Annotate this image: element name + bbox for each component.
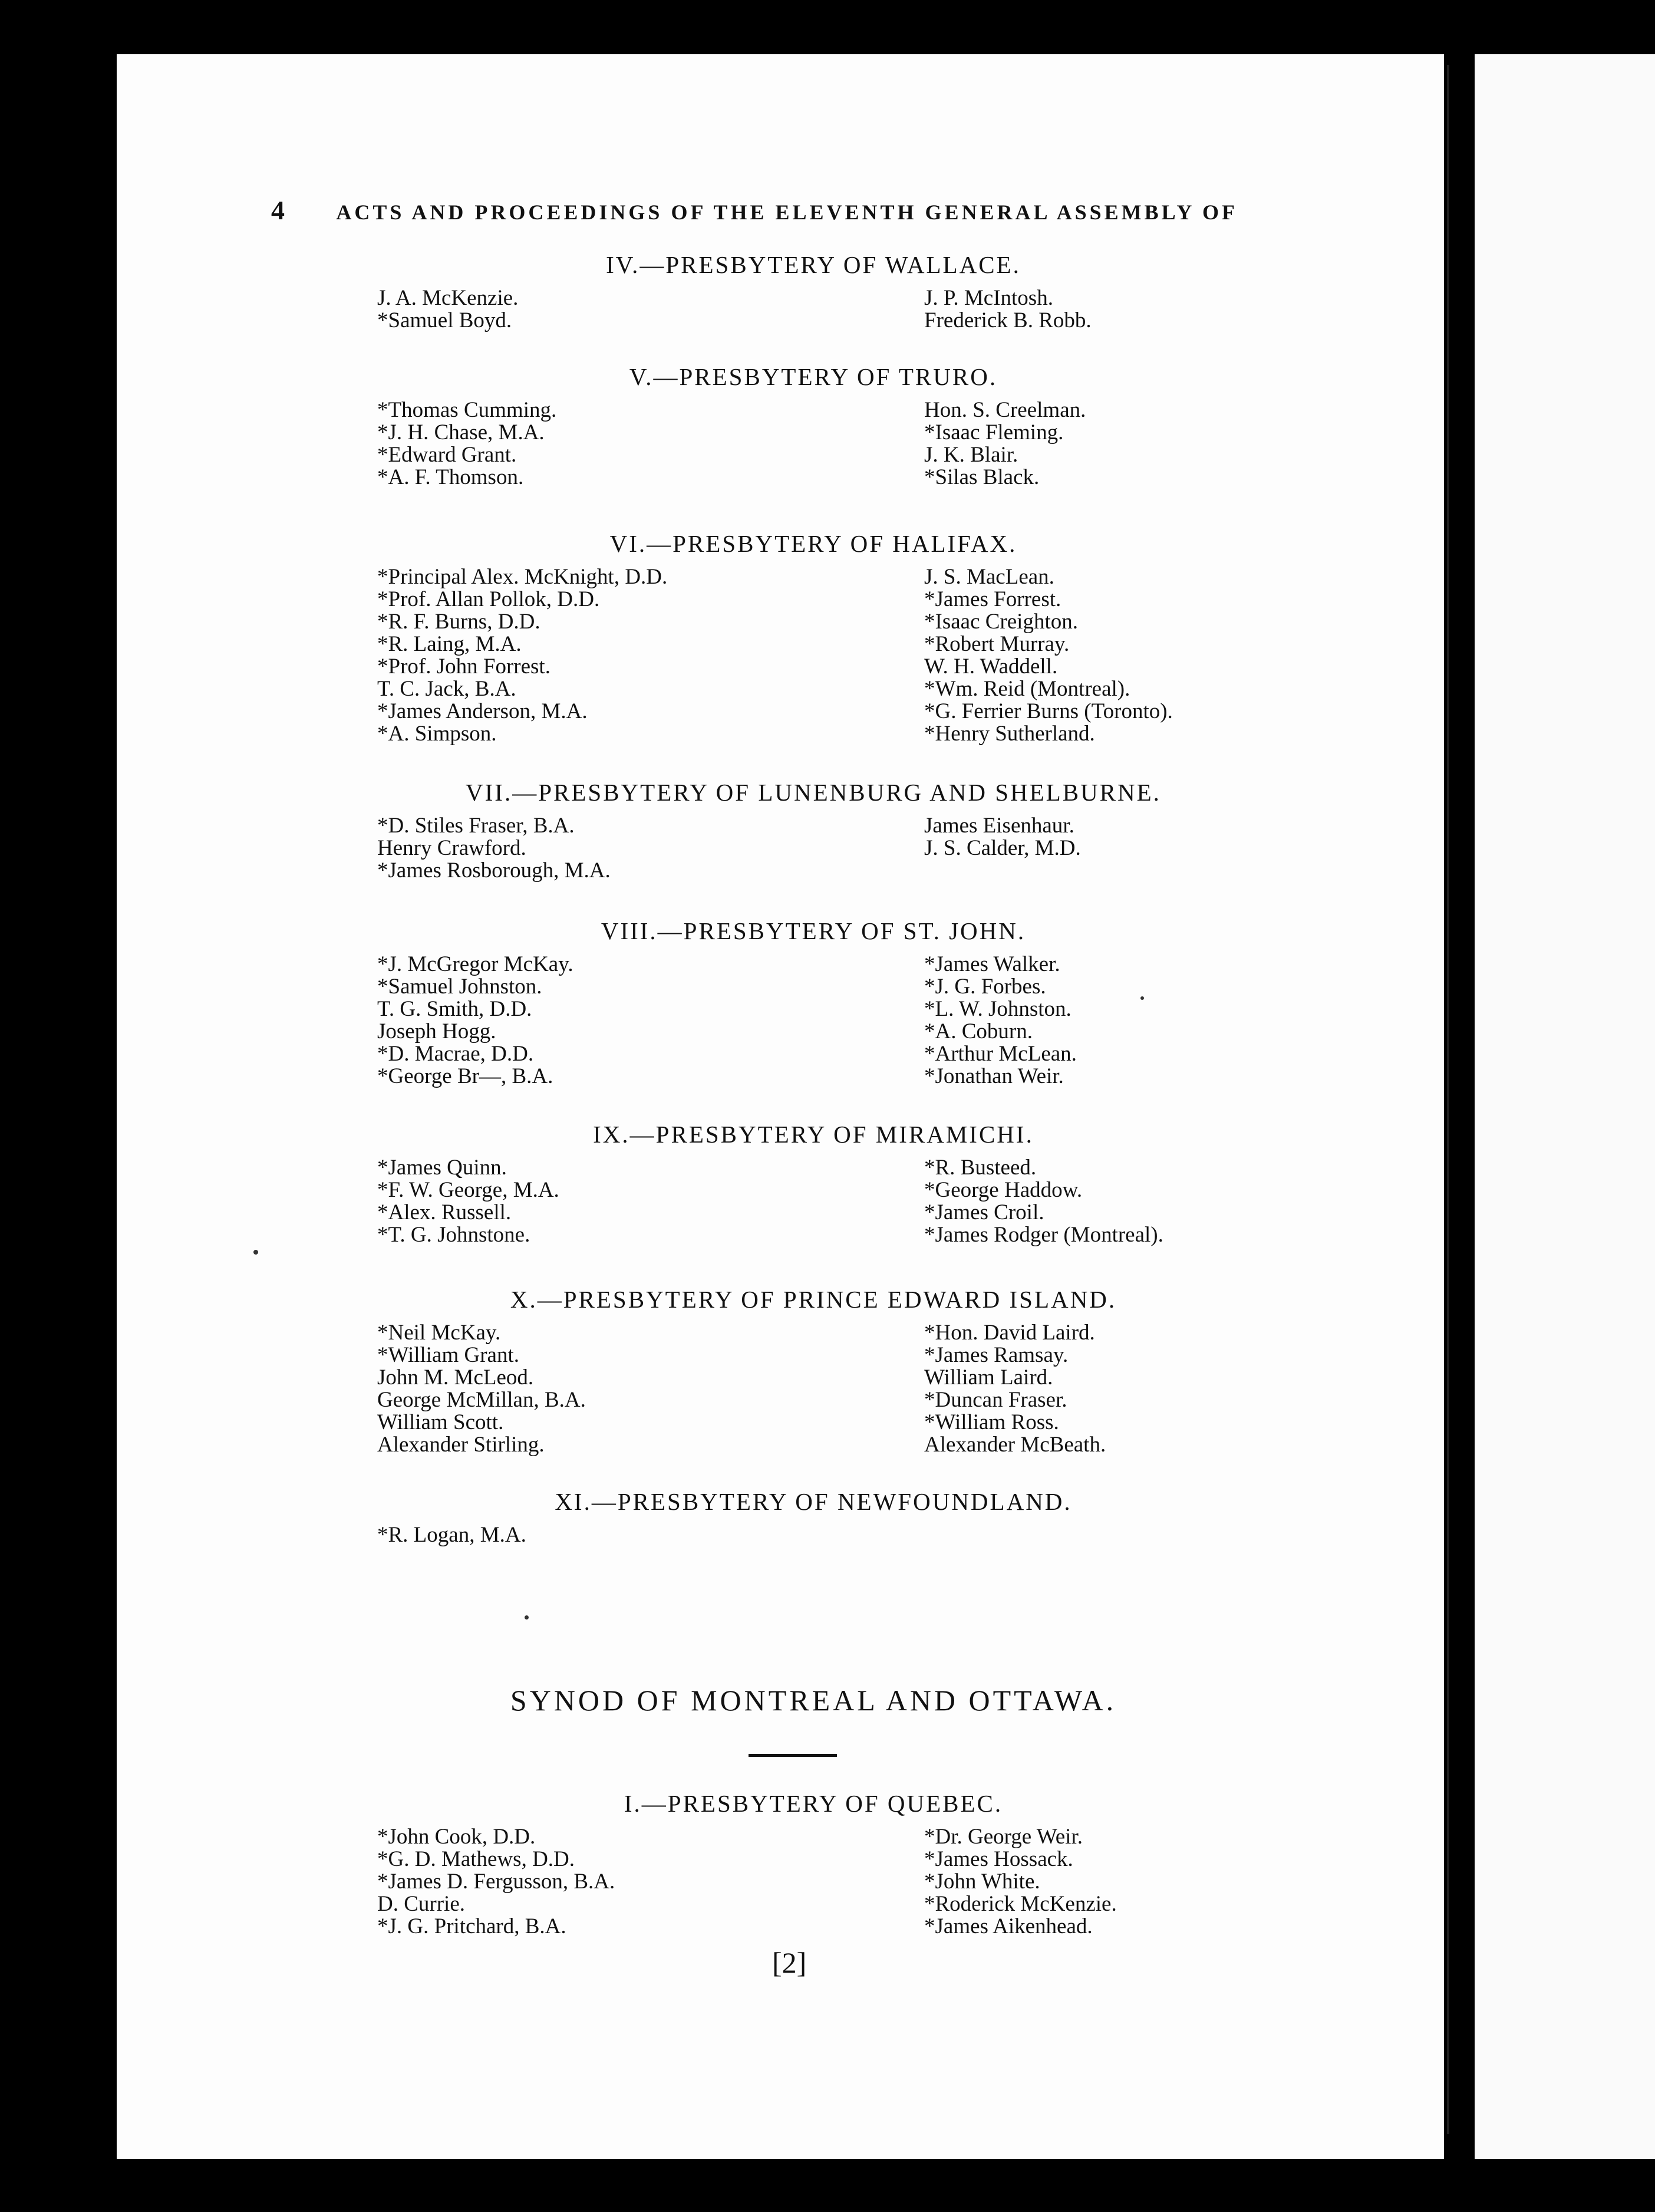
member-name: *Roderick McKenzie. [924,1892,1117,1916]
member-list-left [377,1157,790,1246]
member-columns [377,953,1250,1088]
member-name: J. S. Calder, M.D. [924,836,1081,860]
member-name: *James Forrest. [924,587,1061,611]
member-name: *F. W. George, M.A. [377,1178,559,1202]
page-number: 4 [271,195,285,225]
member-name: *Thomas Cumming. [377,398,557,422]
member-name: T. C. Jack, B.A. [377,677,516,701]
member-name: *John Cook, D.D. [377,1825,536,1849]
member-name: *Arthur McLean. [924,1042,1077,1066]
presbytery-section [377,1120,1250,1246]
member-columns [377,399,1250,489]
presbytery-section [377,778,1250,882]
member-name: *Prof. Allan Pollok, D.D. [377,587,600,611]
member-columns [377,1157,1250,1246]
scan-speck [1140,996,1144,1000]
scan-speck [525,1615,529,1620]
member-name: William Scott. [377,1410,504,1434]
member-name: *Isaac Fleming. [924,420,1064,445]
running-head [271,195,1238,226]
member-name: *T. G. Johnstone. [377,1223,530,1247]
presbytery-title: VIII.—PRESBYTERY OF ST. JOHN. [601,917,1026,944]
member-name: *James Anderson, M.A. [377,699,588,723]
member-list-right [794,1322,1337,1456]
page-edge-line [1447,65,1449,2134]
member-name: *J. G. Forbes. [924,975,1046,999]
member-name: *Edward Grant. [377,443,517,467]
member-name: *J. H. Chase, M.A. [377,420,545,445]
folio-signature: [2] [772,1946,807,1979]
member-name: T. G. Smith, D.D. [377,997,532,1021]
presbytery-section [377,363,1250,489]
member-name: *James Rodger (Montreal). [924,1223,1163,1247]
member-name: *A. F. Thomson. [377,465,524,489]
member-list-right [794,1157,1337,1246]
member-name: *D. Stiles Fraser, B.A. [377,814,575,838]
presbytery-section [377,1285,1250,1456]
member-columns [377,815,1250,882]
member-list-left [377,1826,790,1938]
member-name: *James Croil. [924,1200,1044,1224]
member-name: James Eisenhaur. [924,814,1074,838]
member-name: *Wm. Reid (Montreal). [924,677,1130,701]
presbytery-title: VI.—PRESBYTERY OF HALIFAX. [609,530,1017,557]
member-columns [377,1322,1250,1456]
member-name: *Silas Black. [924,465,1040,489]
member-name: *D. Macrae, D.D. [377,1042,534,1066]
member-name: J. P. McIntosh. [924,286,1053,310]
member-name: *Robert Murray. [924,632,1070,656]
member-name: W. H. Waddell. [924,654,1058,679]
member-list-left [377,566,790,745]
member-name: John M. McLeod. [377,1365,534,1390]
member-list-left [377,1322,790,1456]
member-columns [377,1826,1250,1938]
presbytery-title: IX.—PRESBYTERY OF MIRAMICHI. [593,1121,1034,1148]
member-name: *Alex. Russell. [377,1200,512,1224]
presbytery-title: I.—PRESBYTERY OF QUEBEC. [624,1790,1003,1817]
member-name: *Jonathan Weir. [924,1064,1064,1088]
member-name: *William Grant. [377,1343,520,1367]
scan-speck [253,1250,258,1255]
presbytery-section [377,251,1250,332]
member-name: D. Currie. [377,1892,465,1916]
member-name: *A. Coburn. [924,1019,1033,1044]
member-name: *G. Ferrier Burns (Toronto). [924,699,1173,723]
member-name: *R. Logan, M.A. [377,1523,526,1547]
member-name: *George Br—, B.A. [377,1064,553,1088]
synod-heading: SYNOD OF MONTREAL AND OTTAWA. [510,1684,1117,1717]
member-name: *Isaac Creighton. [924,610,1078,634]
member-name: Alexander McBeath. [924,1433,1106,1457]
member-list-right [794,1524,1337,1546]
member-list-right [794,953,1337,1088]
member-list-left [377,815,790,882]
member-columns [377,566,1250,745]
member-list-left [377,1524,790,1546]
member-name: *James Hossack. [924,1847,1073,1871]
presbytery-section [377,529,1250,745]
running-head-title: ACTS AND PROCEEDINGS OF THE ELEVENTH GENERAL ASSEMBLY OF [336,200,1238,224]
member-name: George McMillan, B.A. [377,1388,586,1412]
member-name: *James Rosborough, M.A. [377,858,611,883]
member-name: Henry Crawford. [377,836,526,860]
member-name: *Samuel Boyd. [377,308,512,333]
member-name: *James D. Fergusson, B.A. [377,1869,615,1894]
member-name: *Duncan Fraser. [924,1388,1067,1412]
member-list-left [377,953,790,1088]
member-name: *Dr. George Weir. [924,1825,1083,1849]
member-name: *George Haddow. [924,1178,1083,1202]
member-name: *J. G. Pritchard, B.A. [377,1914,566,1938]
presbytery-title: VII.—PRESBYTERY OF LUNENBURG AND SHELBURNE. [466,779,1161,806]
member-name: *A. Simpson. [377,722,497,746]
presbytery-title: X.—PRESBYTERY OF PRINCE EDWARD ISLAND. [510,1286,1117,1313]
member-list-right [794,1826,1337,1938]
member-list-left [377,399,790,489]
member-name: *J. McGregor McKay. [377,952,573,976]
member-name: *James Aikenhead. [924,1914,1093,1938]
presbytery-title: V.—PRESBYTERY OF TRURO. [629,363,998,390]
presbytery-section [377,917,1250,1088]
member-name: *Principal Alex. McKnight, D.D. [377,565,668,589]
presbytery-title: IV.—PRESBYTERY OF WALLACE. [606,251,1021,278]
member-list-right [794,566,1337,745]
member-name: *R. Laing, M.A. [377,632,522,656]
member-name: *James Walker. [924,952,1060,976]
member-name: *Neil McKay. [377,1321,501,1345]
member-list-right [794,287,1337,332]
member-columns [377,287,1250,332]
member-name: Hon. S. Creelman. [924,398,1086,422]
member-name: *James Quinn. [377,1156,507,1180]
member-list-right [794,399,1337,489]
member-name: *R. Busteed. [924,1156,1037,1180]
member-list-left [377,287,790,332]
member-name: Alexander Stirling. [377,1433,545,1457]
member-name: J. A. McKenzie. [377,286,519,310]
facing-page-edge [1475,54,1655,2159]
member-list-right [794,815,1337,882]
section-rule [749,1754,837,1757]
presbytery-section [377,1487,1250,1546]
member-name: *Samuel Johnston. [377,975,542,999]
member-name: *James Ramsay. [924,1343,1069,1367]
member-name: J. K. Blair. [924,443,1018,467]
member-name: *G. D. Mathews, D.D. [377,1847,575,1871]
member-name: William Laird. [924,1365,1053,1390]
member-name: *Prof. John Forrest. [377,654,550,679]
member-name: *L. W. Johnston. [924,997,1072,1021]
presbytery-title: XI.—PRESBYTERY OF NEWFOUNDLAND. [555,1488,1072,1515]
member-name: J. S. MacLean. [924,565,1054,589]
member-name: Joseph Hogg. [377,1019,496,1044]
member-name: *Henry Sutherland. [924,722,1095,746]
member-name: *William Ross. [924,1410,1059,1434]
member-name: *R. F. Burns, D.D. [377,610,540,634]
presbytery-section [377,1789,1250,1938]
member-name: Frederick B. Robb. [924,308,1092,333]
member-name: *Hon. David Laird. [924,1321,1095,1345]
member-columns [377,1524,1250,1546]
member-name: *John White. [924,1869,1040,1894]
